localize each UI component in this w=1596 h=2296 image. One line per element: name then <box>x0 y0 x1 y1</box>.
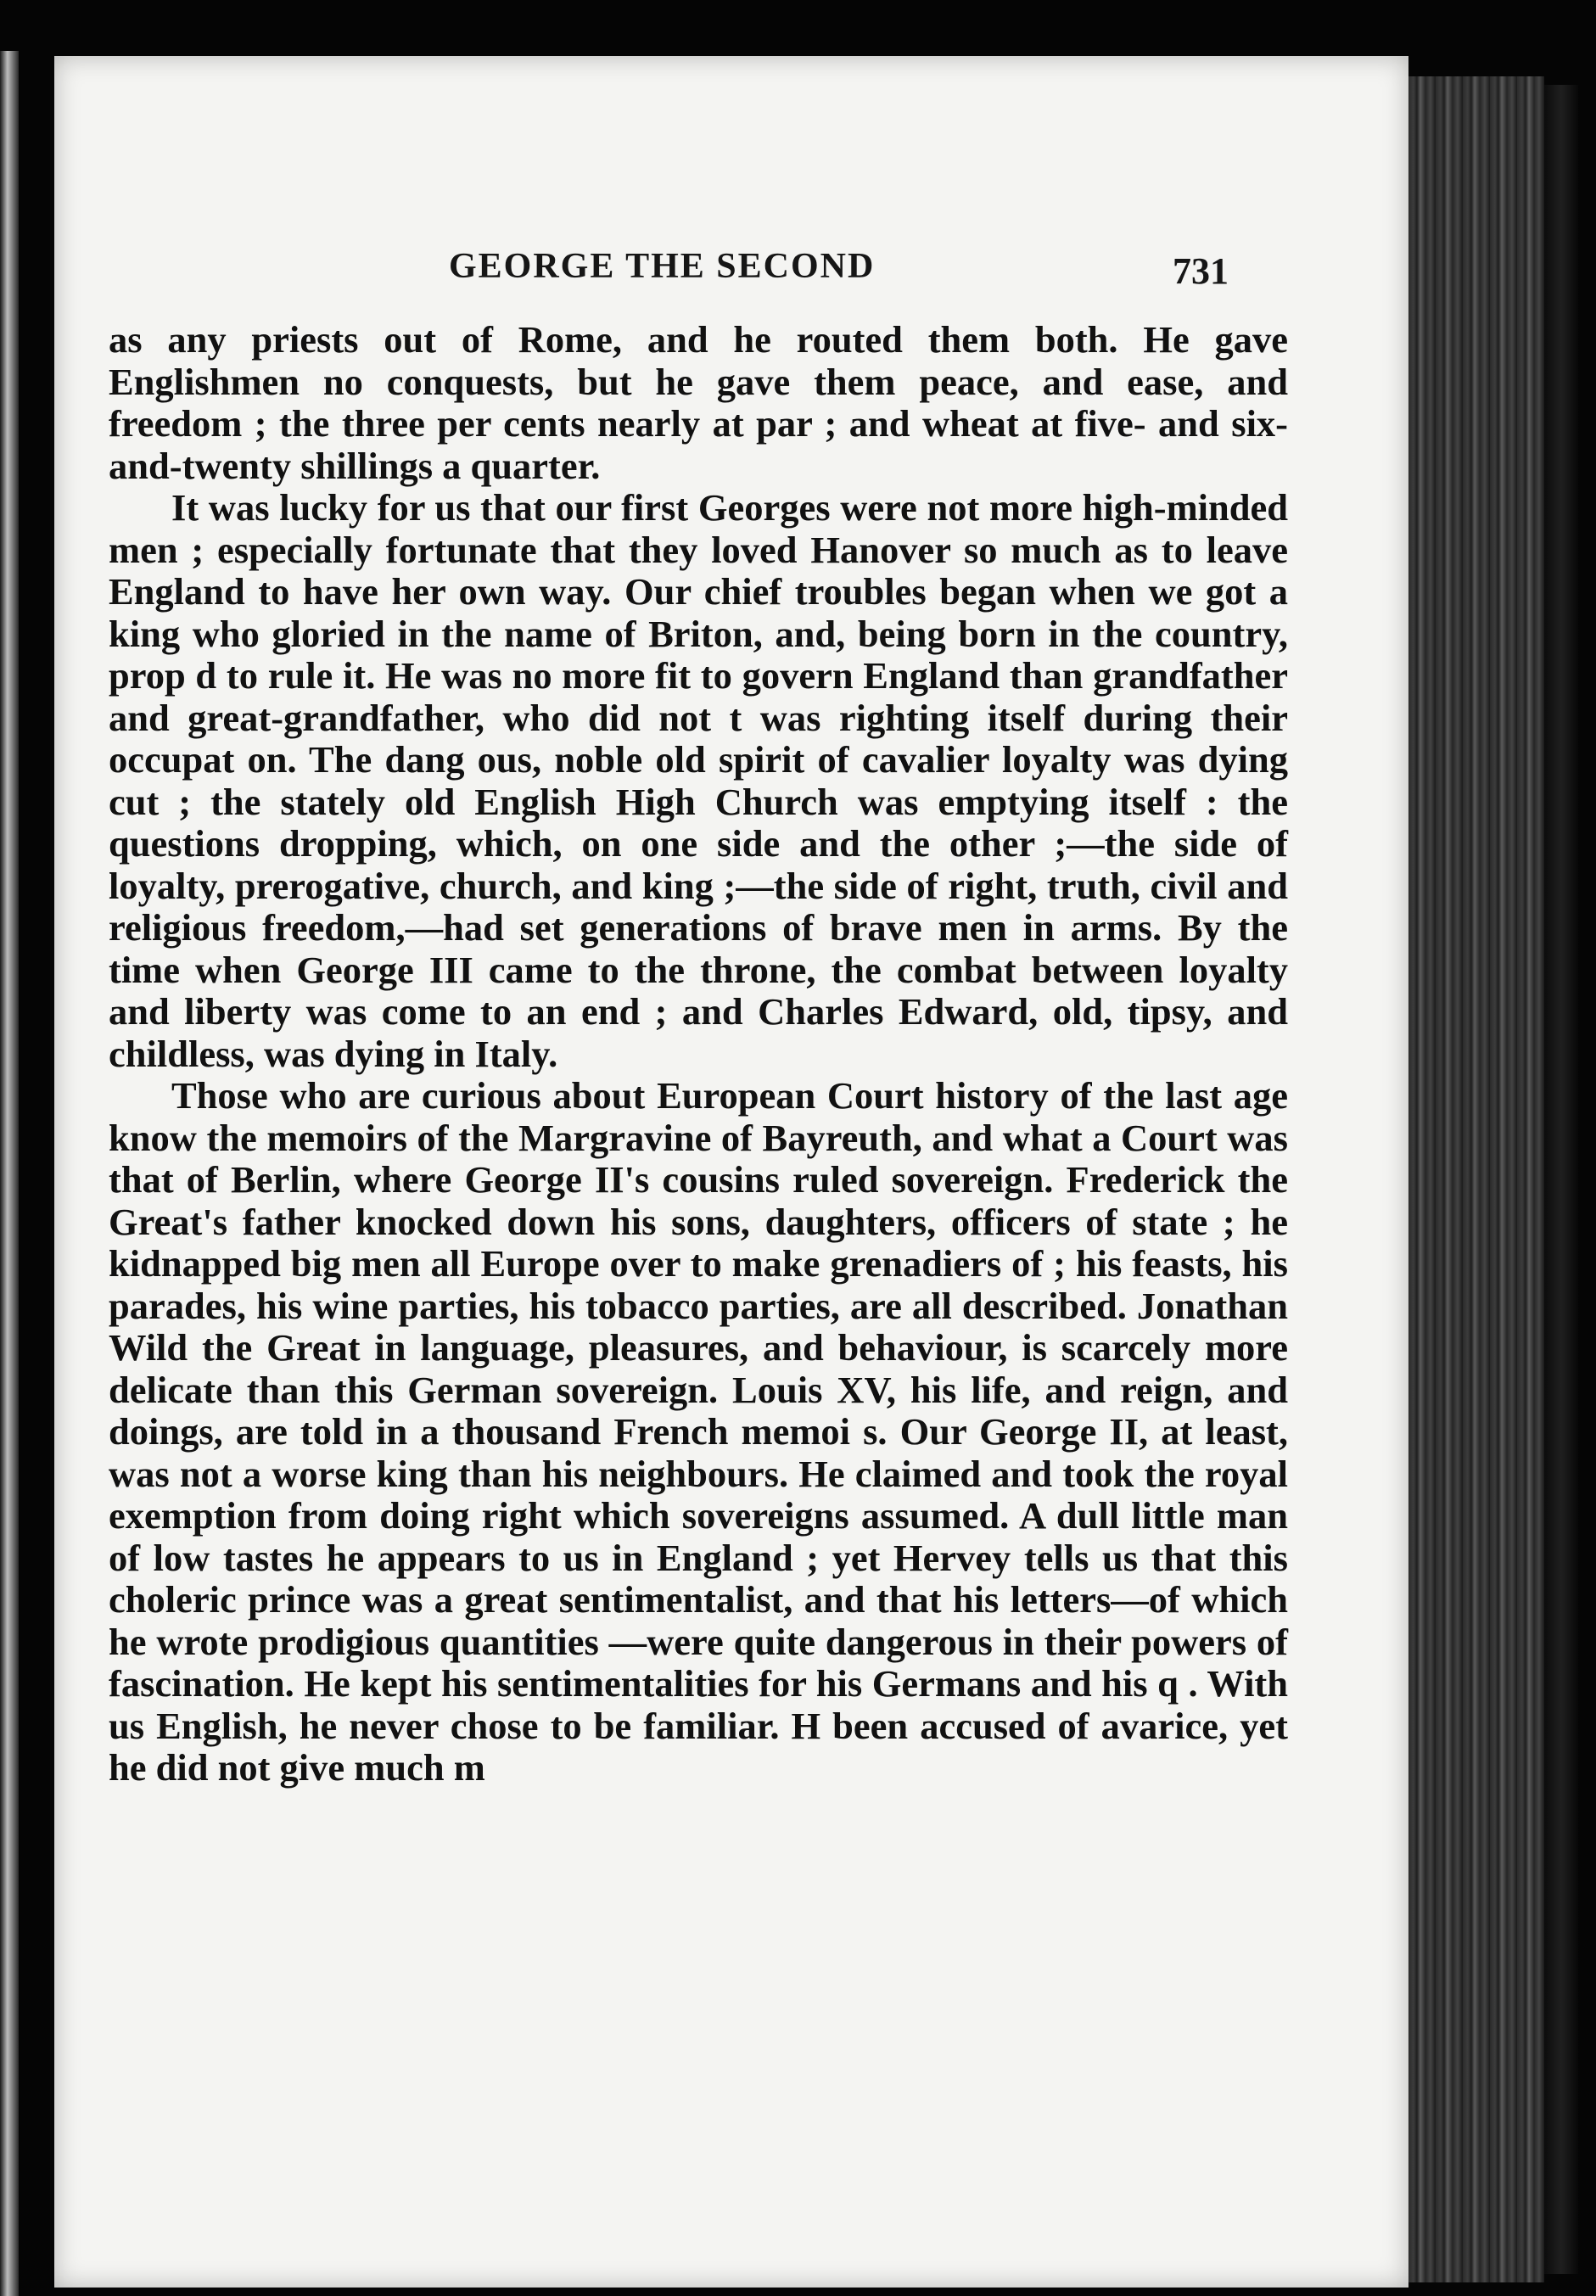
book-binding-gutter <box>1408 76 1544 2282</box>
paragraph-continued: as any priests out of Rome, and he routed them both. He gave Englishmen no conquests, but he gave them peace, and ease, and freedom ; the three per cents nearly at par ; and wheat at five- and six-and-twenty shillings a quarter. <box>109 318 1288 487</box>
paragraph: Those who are curious about European Court history of the last age know the memoirs of the Margravine of Bayreuth, and what a Court was that of Berlin, where George II's cousins ruled sovereign. Frederick the Great's father knocked down his sons, daughters, officers of state ; he kidnapped big men all Europe over to make grenadiers of ; his feasts, his parades, his wine parties, his tobacco parties, are all described. Jonathan Wild the Great in language, pleasures, and behaviour, is scarcely more delicate than this German sovereign. Louis XV, his life, and reign, and doings, are told in a thousand French memoi s. Our George II, at least, was not a worse king than his neighbours. He claimed and took the royal exemption from doing right which sovereigns assumed. A dull little man of low tastes he appears to us in England ; yet Hervey tells us that this choleric prince was a great sentimentalist, and that his letters—of which he wrote prodigious quantities —were quite dangerous in their powers of fascination. He kept his sentimentalities for his Germans and his q . With us English, he never chose to be familiar. H been accused of avarice, yet he did not give much m <box>109 1074 1288 1789</box>
adjacent-page-edge <box>0 51 19 2296</box>
paragraph: It was lucky for us that our first Georges were not more high-minded men ; especially fortunate that they loved Hanover so much as to leave England to have her own way. Our chief troubles began when we got a king who gloried in the name of Briton, and, being born in the country, prop d to rule it. He was no more fit to govern England than grandfather and great-grandfather, who did not t was righting itself during their occupat on. The dang ous, noble old spirit of cavalier loyalty was dying cut ; the stately old English High Church was emptying itself : the questions dropping, which, on one side and the other ;—the side of loyalty, prerogative, church, and king ;—the side of right, truth, civil and religious freedom,—had set generations of brave men in arms. By the time when George III came to the throne, the combat between loyalty and liberty was come to an end ; and Charles Edward, old, tipsy, and childless, was dying in Italy. <box>109 486 1288 1075</box>
running-head <box>54 193 1408 292</box>
binding-shadow <box>1544 85 1578 2274</box>
page-number: 731 <box>1173 250 1229 292</box>
running-title: GEORGE THE SECOND <box>449 247 876 286</box>
book-page <box>54 56 1408 2288</box>
body-text <box>109 319 1288 1789</box>
